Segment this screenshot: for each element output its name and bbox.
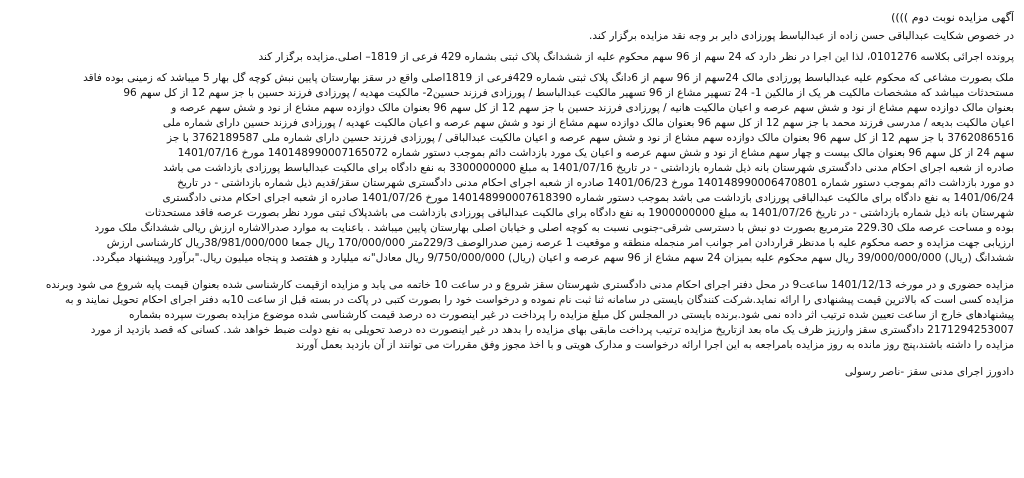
body-line: شهرستان بانه ذیل شماره بازداشتی - در تاریخ 1401/07/26 به مبلغ 1900000000 به نفع دادگاه برای مالکیت عبدالباقی پورزادی بازداشت می باشدپلاک ثبتی مورد نظر بصورت عرصه فاقد مستحدثات bbox=[145, 207, 1014, 219]
auction-line: مزایده حضوری و در مورخه 1401/12/13 ساعت9 در محل دفتر اجرای احکام مدنی دادگستری شهرستان سقز شروع و در ساعت 10 خاتمه می یابد و مزایده ازقیمت کارشناسی شده بعنوان قیمت پایه شروع می شود وبرنده bbox=[45, 279, 1014, 291]
body-line: 3762086516 با جز سهم 12 از کل سهم 96 بعنوان مالک دوازده سهم مشاع از نود و شش سهم عرصه و اعیان مالکیت عبدالباقی / پورزادی فرزند حسین دارای شماره ملی 3762189587 با جز bbox=[167, 132, 1014, 144]
intro-line: در خصوص شکایت عبدالباقی حسن زاده از عبدالباسط پورزادی دایر بر وجه نقد مزایده برگزار کند. bbox=[589, 30, 1014, 42]
signature: دادورز اجرای مدنی سقز -ناصر رسولی bbox=[844, 366, 1014, 378]
body-line: 1401/06/24 به نفع دادگاه برای مالکیت عبدالباقی پورزادی بازداشت می باشد بموجب دستور شماره 14014899000761839​0 مورخ 1401/07/26 صادره از شعبه اجرای احکام مدنی دادگستری bbox=[162, 192, 1014, 204]
body-line: ششدانگ (ریال) 39/000/000/000 ریال سهم محکوم علیه بمیزان 24 سهم مشاع از 96 سهم عرصه و اعیان (ریال) 9/750/000/000 ریال معادل"نه میلیارد و هفتصد و پنجاه میلیون ریال."برآورد وپیشنهاد میگردد. bbox=[92, 252, 1014, 264]
body-line: سهم 24 از کل سهم 96 بعنوان مالک بیست و چهار سهم مشاع از نود و شش سهم عرصه و اعیان یک مورد بازداشت دائم بموجب دستور شماره 14014899000716507​2 مورخ 1401/07/16 bbox=[177, 147, 1014, 159]
auction-line: مزایده را داشته باشند،پنج روز مانده به روز مزایده بامراجعه به این اجرا ارائه درخواست و مدارک هویتی و با اخذ مجوز وفق مقررات می توانند از آن بازدید بعمل آورند bbox=[295, 339, 1014, 351]
auction-line: پیشنهادهای خارج از ساعت تعیین شده ترتیب اثر داده نمی شود.برنده بایستی در المجلس کل مبلغ مزایده را پرداخت در غیر اینصورت ده درصد قیمت کارشناسی شده موضوع مزایده بصورت سپرده بشماره bbox=[128, 309, 1014, 321]
body-line: صادره از شعبه اجرای احکام مدنی دادگستری شهرستان بانه ذیل شماره بازداشتی - در تاریخ 1401/07/16 به مبلغ 3300000000 به نفع دادگاه برای مالکیت عبدالباسط پورزادی بازداشت می باشد bbox=[163, 162, 1014, 174]
body-line: اعیان مالکیت بدیعه / مدرسی فرزند محمد با جز سهم 12 از کل سهم 96 بعنوان مالک دوازده سهم مشاع از نود و شش سهم عرصه و اعیان مالکیت عهدیه / پورزادی فرزند حسین دارای شماره ملی bbox=[162, 117, 1014, 129]
body-line: بعنوان مالک دوازده سهم مشاع از نود و شش سهم عرصه و اعیان مالکیت هانیه / پورزادی فرزند حسین با جز سهم 12 از کل سهم 96 بعنوان مالک دوازده سهم مشاع از نود و شش سهم عرصه و bbox=[171, 102, 1014, 114]
body-line: دو مورد بازداشت دائم بموجب دستور شماره 14014899000647080​1 مورخ 1401/06/23 صادره از شعبه اجرای احکام مدنی دادگستری شهرستان سقز/قدیم ذیل شماره بازداشتی - در تاریخ bbox=[177, 177, 1014, 189]
intro-line: پرونده اجرائی بکلاسه 0101276، لذا این اجرا در نظر دارد که 24 سهم از 96 سهم محکوم علیه از ششدانگ پلاک ثبتی بشماره 429 فرعی از 1819– اصلی.مزایده برگزار کند bbox=[258, 51, 1014, 63]
body-line: بوده و مساحت عرصه ملک 229.30 مترمربع بصورت دو نبش با دسترسی شرقی-جنوبی نسبت به کوچه اصلی و خیابان اصلی بهارستان پایین میباشد . باعنایت به موارد صدرالاشاره ارزش ریالی ششدانگ ملک مورد bbox=[94, 222, 1014, 234]
body-line: ملک بصورت مشاعی که محکوم علیه عبدالباسط پورزادی مالک 24سهم از 96 سهم از 6دانگ پلاک ثبتی شماره 429فرعی از 1819اصلی واقع در سقز بهارستان پایین نبش کوچه گل بهار 5 میباشد که زمینی بوده فاقد bbox=[83, 72, 1014, 84]
body-line: مستحدثات میباشد که مشخصات مالکیت هر یک از مالکین 1- 24 تسهیر مشاع از 96 تسهیر مالکیت عبدالباسط / پورزادی فرزند حسین2- مالکیت مهدیه / پورزادی فرزند حسین با جز سهم 12 از کل سهم 96 bbox=[123, 87, 1014, 99]
body-line: ارزیابی جهت مزایده و حصه محکوم علیه با مدنظر قراردادن امر جوانب امر منجمله منطقه و موقعیت 1 عرصه زمین صدرالوصف 229/3متر 170/000/000 ریال جمعا 38/981/000/000ریال کارشناسی ارزش bbox=[106, 237, 1014, 249]
auction-line: مزایده کسی است که بالاترین قیمت پیشنهادی را ارائه نماید.شرکت کنندگان بایستی در سامانه ثنا ثبت نام نموده و درخواست خود را بصورت کتبی در پاکت در بسته قبل از ساعت 10به دفتر اجرای احکام تحویل نمایند و به bbox=[65, 294, 1014, 306]
notice-title: آگهی مزایده نوبت دوم )))) bbox=[891, 11, 1014, 24]
auction-line: 2171294253007 دادگستری سقز وارزیز ظرف یک ماه بعد ازتاریخ مزایده ترتیب پرداخت مابقی بهای مزایده را بدهد در غیر اینصورت ده درصد تحویلی به نفع دولت ضبط خواهد شد. کسانی که قصد بازدید از مورد bbox=[90, 324, 1014, 336]
